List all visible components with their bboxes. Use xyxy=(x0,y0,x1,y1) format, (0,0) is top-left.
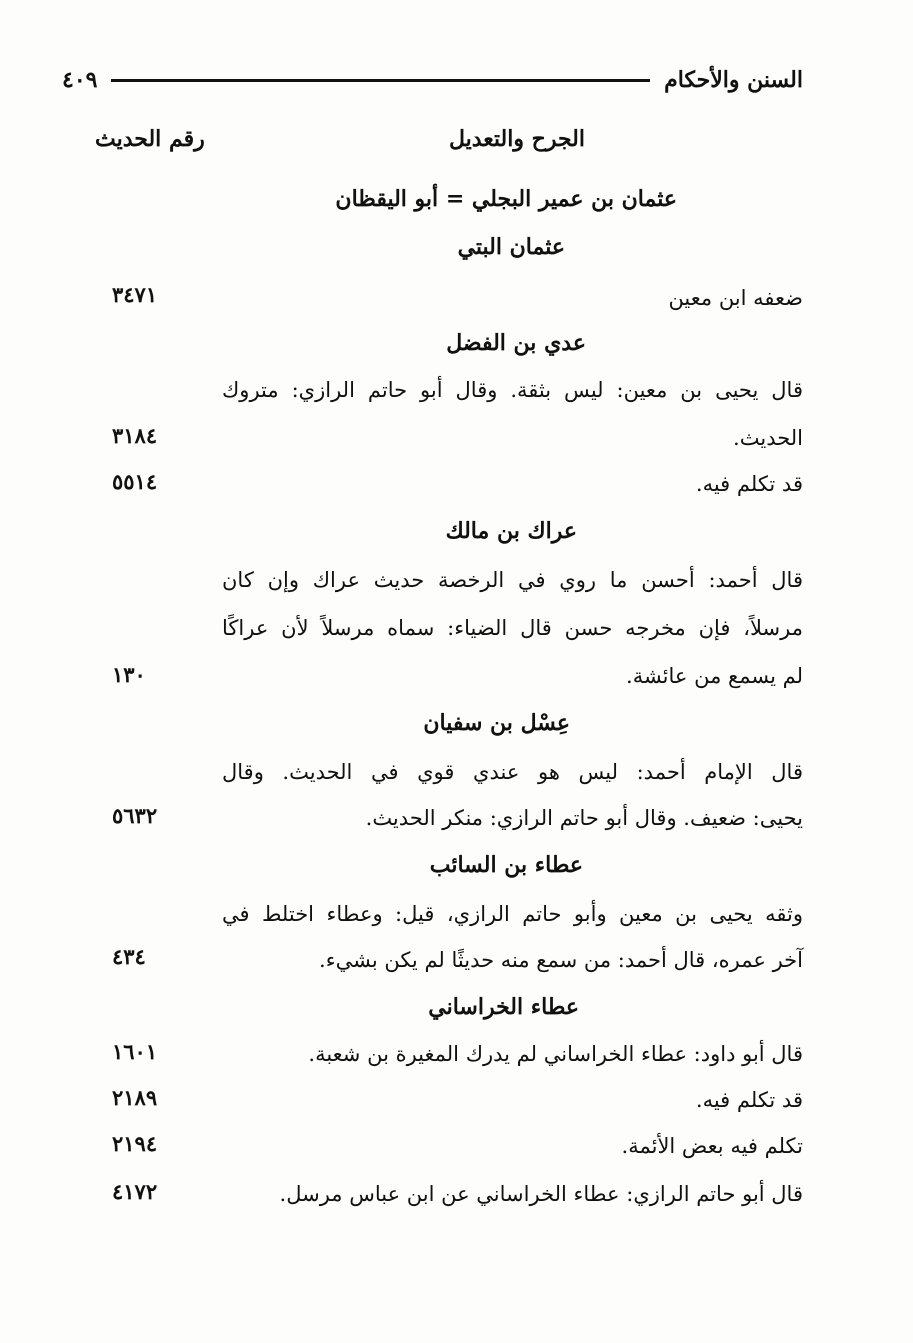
hadith-number: ٤٣٤ xyxy=(112,944,146,969)
entry-text-line: آخر عمره، قال أحمد: من سمع منه حديثًا لم يكن بشيء. xyxy=(319,948,803,972)
entry-text-line: تكلم فيه بعض الأئمة. xyxy=(621,1134,803,1158)
entry-text-line: قال أبو داود: عطاء الخراساني لم يدرك المغيرة بن شعبة. xyxy=(308,1042,803,1066)
entry-text-line: يحيى: ضعيف. وقال أبو حاتم الرازي: منكر الحديث. xyxy=(365,806,803,830)
hadith-number: ١٣٠ xyxy=(112,662,146,687)
section-title: الجرح والتعديل xyxy=(448,126,585,152)
entry-text-line: قال أبو حاتم الرازي: عطاء الخراساني عن ابن عباس مرسل. xyxy=(279,1182,803,1206)
running-header xyxy=(62,62,803,98)
page-number: ٤٠٩ xyxy=(62,67,98,93)
hadith-number: ٢١٩٤ xyxy=(112,1131,158,1156)
narrator-heading: عثمان البتي xyxy=(457,234,565,260)
entry-text-line: ضعفه ابن معين xyxy=(668,286,803,310)
running-title: السنن والأحكام xyxy=(664,67,803,93)
header-rule xyxy=(111,79,650,82)
hadith-number: ٣١٨٤ xyxy=(112,423,158,448)
entry-text-line: الحديث. xyxy=(733,426,803,450)
entry-text-line: قد تكلم فيه. xyxy=(695,472,803,496)
hadith-number: ٢١٨٩ xyxy=(112,1085,158,1110)
entry-text-line: قد تكلم فيه. xyxy=(695,1088,803,1112)
narrator-heading: عدي بن الفضل xyxy=(446,330,586,356)
narrator-heading: عثمان بن عمير البجلي = أبو اليقظان xyxy=(335,186,677,212)
hadith-number: ٣٤٧١ xyxy=(112,282,158,307)
entry-text-line: لم يسمع من عائشة. xyxy=(626,664,803,688)
entry-text-line: قال الإمام أحمد: ليس هو عندي قوي في الحديث. وقال xyxy=(222,760,803,784)
entry-text-line: قال أحمد: أحسن ما روي في الرخصة حديث عراك وإن كان xyxy=(222,568,803,592)
entry-text-line: وثقه يحيى بن معين وأبو حاتم الرازي، قيل: وعطاء اختلط في xyxy=(222,902,803,926)
hadith-number: ٥٦٣٢ xyxy=(112,803,158,828)
hadith-number: ٤١٧٢ xyxy=(112,1179,158,1204)
narrator-heading: عطاء الخراساني xyxy=(428,994,579,1020)
hadith-number: ١٦٠١ xyxy=(112,1039,158,1064)
narrator-heading: عراك بن مالك xyxy=(445,518,577,544)
entry-text-line: قال يحيى بن معين: ليس بثقة. وقال أبو حاتم الرازي: متروك xyxy=(222,378,803,402)
hadith-number-column-label: رقم الحديث xyxy=(95,126,205,152)
narrator-heading: عطاء بن السائب xyxy=(429,852,583,878)
hadith-number: ٥٥١٤ xyxy=(112,469,158,494)
narrator-heading: عِسْل بن سفيان xyxy=(423,710,570,736)
entry-text-line: مرسلاً، فإن مخرجه حسن قال الضياء: سماه مرسلاً لأن عراكًا xyxy=(222,616,803,640)
